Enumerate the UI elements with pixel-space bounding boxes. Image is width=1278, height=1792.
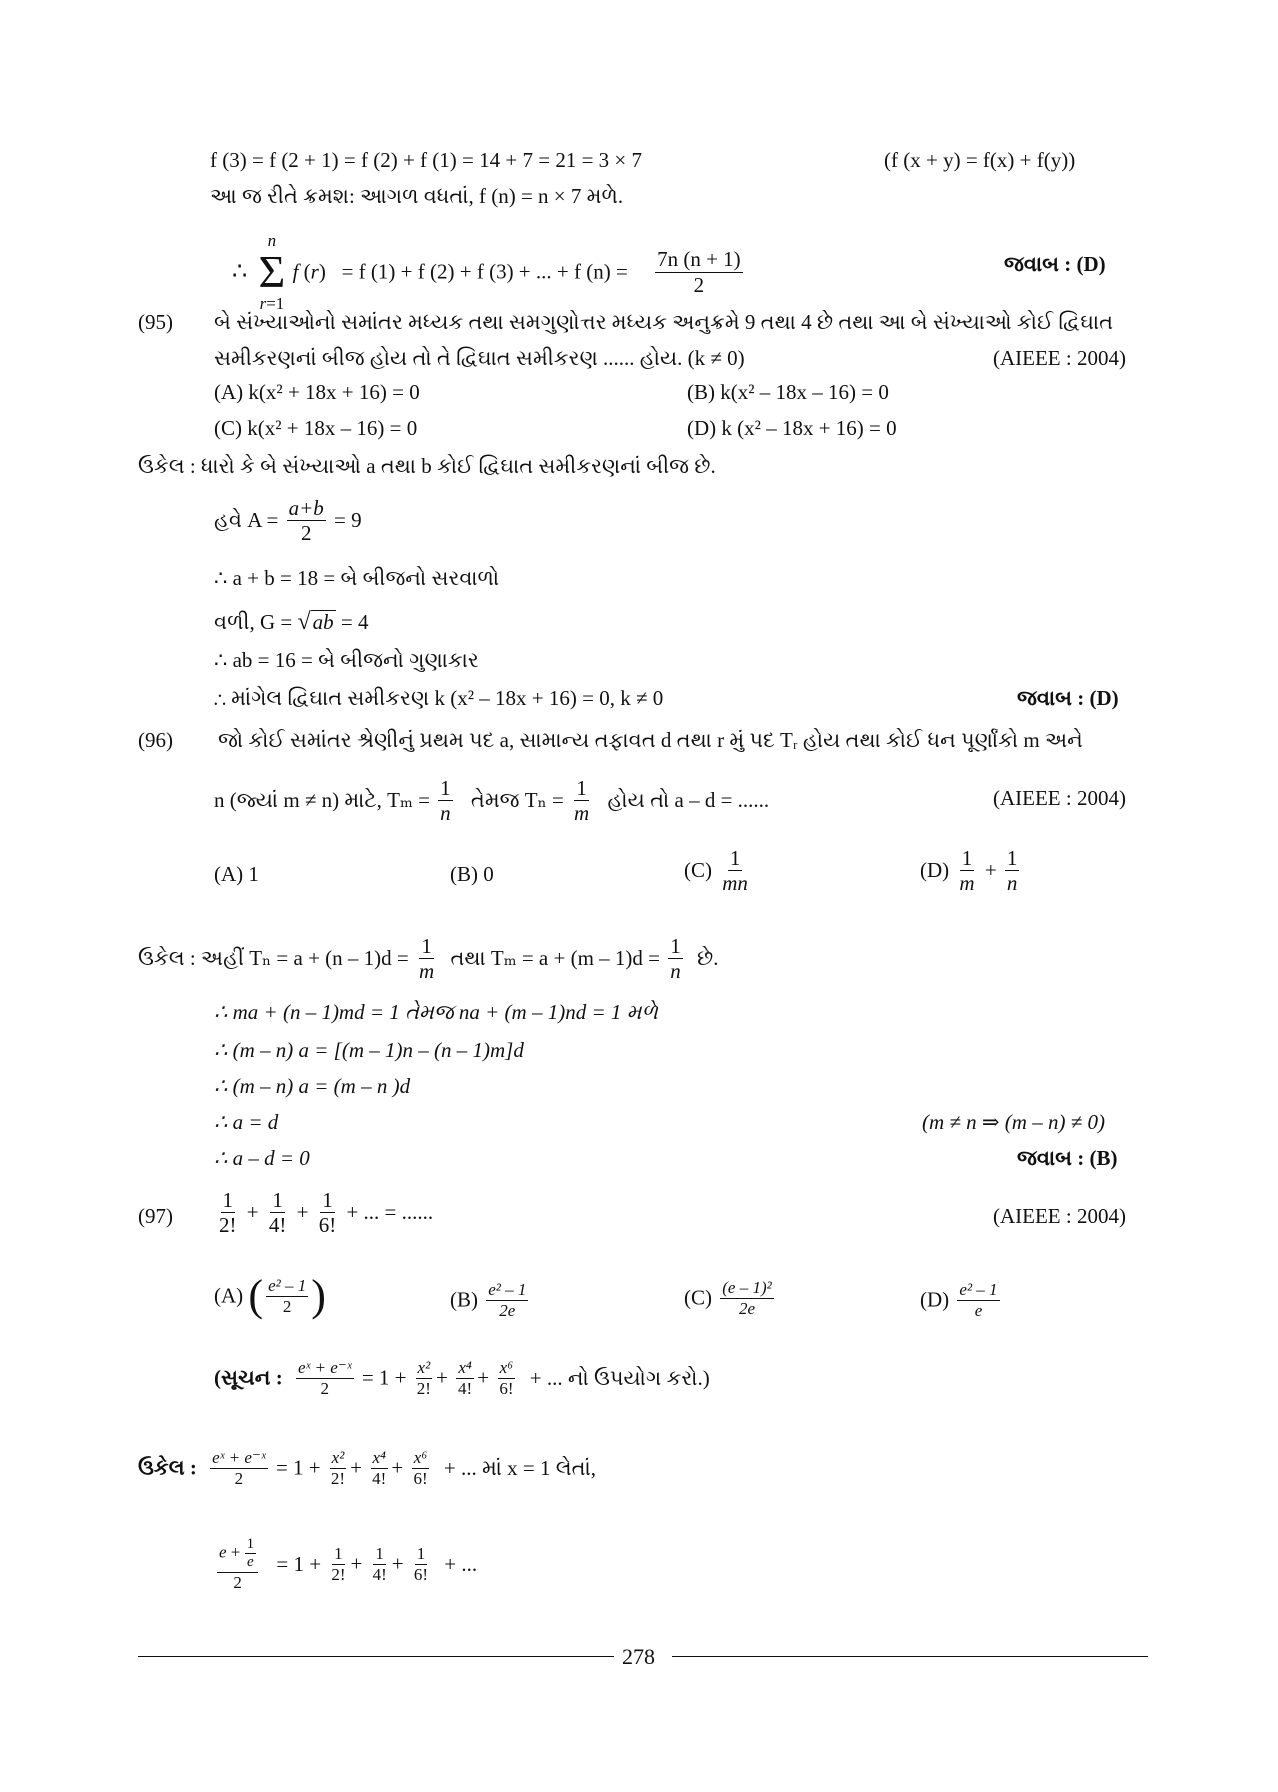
question-96-text-1: જો કોઈ સમાંતર શ્રેણીનું પ્રથમ પદ a, સામાન્ય તફાવત d તથા r મું પદ Tᵣ હોય તથા કોઈ ધન પૂર્ણાંકો m અને [218,728,1083,752]
solution-96-line-5: ∴ a = d [214,1110,279,1134]
solution-95-line-3: ∴ a + b = 18 = બે બીજનો સરવાળો [214,566,500,590]
solution-96-line-1: ઉકેલ : અહીં Tₙ = a + (n – 1)d = $\frac{1}{m}$ તથા Tₘ = a + (m – 1)d = $\frac{1}{n}$ છે. [138,934,719,984]
solution-95-line-6: ∴ માંગેલ દ્વિઘાત સમીકરણ k (x² – 18x + 16) = 0, k ≠ 0 [214,686,664,710]
question-97-series: $\frac{1}{2!}$ + $\frac{1}{4!}$ + $\frac{1}{6!}$ + ... = ...... [219,1188,434,1238]
option-95-b: (B) k(x² – 18x – 16) = 0 [687,380,889,404]
answer-label: જવાબ : (D) [1004,252,1106,276]
derivation-line-1: f (3) = f (2 + 1) = f (2) + f (1) = 14 + 7 = 21 = 3 × 7 [210,148,643,172]
summation-icon: Σ [258,246,286,297]
question-97-source: (AIEEE : 2004) [993,1204,1126,1228]
option-95-d: (D) k (x² – 18x + 16) = 0 [687,416,897,440]
footer-rule-left [138,1656,614,1657]
sum-line: ∴ n Σ r=1 f (r) = f (1) + f (2) + f (3) + ... + f (n) = $\frac{7n (n + 1)}{2}$ [232,231,741,313]
option-95-a: (A) k(x² + 18x + 16) = 0 [214,380,420,404]
option-97-b: (B) $\frac{\text{e² – 1}}{2e}$ [450,1280,527,1320]
option-95-c: (C) k(x² + 18x – 16) = 0 [214,416,418,440]
option-97-a: (A) ( $\frac{\text{e² – 1}}{2}$ ) [214,1271,326,1320]
sum-expansion: = f (1) + f (2) + f (3) + ... + f (n) = [341,259,628,284]
derivation-note: (f (x + y) = f(x) + f(y)) [884,148,1076,172]
answer-95: જવાબ : (D) [1017,686,1119,710]
sum-result-denominator: 2 [693,272,705,297]
option-97-c: (C) $\frac{\text{(e – 1)²}}{2e}$ [684,1278,772,1318]
solution-96-line-2: ∴ ma + (n – 1)md = 1 તેમજ na + (m – 1)nd = 1 મળે [214,1000,658,1024]
option-96-c: (C) $\frac{1}{mn}$ [684,846,748,896]
question-number-97: (97) [138,1204,173,1228]
option-96-b: (B) 0 [450,862,494,886]
hint-line: (સૂચન : $\frac{\text{eˣ + e⁻ˣ}}{2}$ = 1 + $\frac{\text{x²}}{2!}$ + $\frac{\text{x⁴}}{4!}$ + $\frac{\text{x⁶}}{6!}$ + ... નો ઉપયોગ કરો.) [214,1358,710,1398]
option-96-d: (D) $\frac{1}{m}$ + $\frac{1}{n}$ [920,846,1018,896]
page-number: 278 [622,1644,655,1669]
sqrt-icon: √ [297,609,311,635]
answer-96: જવાબ : (B) [1017,1146,1118,1170]
sum-result-numerator: 7n (n + 1) [657,247,741,272]
question-96-text-2: n (જ્યાં m ≠ n) માટે, Tₘ = $\frac{1}{n}$ તેમજ Tₙ = $\frac{1}{m}$ હોય તો a – d = ...... [214,776,770,826]
option-96-a: (A) 1 [214,862,259,886]
question-95-source: (AIEEE : 2004) [993,346,1126,370]
option-97-d: (D) $\frac{\text{e² – 1}}{e}$ [920,1280,998,1320]
solution-95-line-1: ઉકેલ : ધારો કે બે સંખ્યાઓ a તથા b કોઈ દ્વિઘાત સમીકરણનાં બીજ છે. [138,454,716,478]
am-denominator: 2 [300,521,312,546]
solution-96-line-4: ∴ (m – n) a = (m – n )d [214,1074,411,1098]
question-95-text-2: સમીકરણનાં બીજ હોય તો તે દ્વિઘાત સમીકરણ ...... હોય. (k ≠ 0) [214,346,745,370]
solution-95-line-2: હવે A = $\frac{a+b}{2}$ = 9 [214,496,362,546]
question-number-95: (95) [138,310,173,334]
solution-96-line-3: ∴ (m – n) a = [(m – 1)n – (n – 1)m]d [214,1038,524,1062]
am-numerator: a+b [288,496,324,520]
derivation-line-2: આ જ રીતે ક્રમશ: આગળ વધતાં, f (n) = n × 7 મળે. [210,184,624,208]
solution-96-line-6: ∴ a – d = 0 [214,1146,310,1170]
footer-rule-right [672,1656,1148,1657]
solution-96-note: (m ≠ n ⇒ (m – n) ≠ 0) [922,1110,1105,1134]
solution-97-line-1: ઉકેલ : $\frac{\text{eˣ + e⁻ˣ}}{2}$ = 1 + $\frac{\text{x²}}{2!}$ + $\frac{\text{x⁴}}{4!}$ + $\frac{\text{x⁶}}{6!}$ + ... માં x = 1 લેતાં, [138,1448,596,1488]
solution-95-line-5: ∴ ab = 16 = બે બીજનો ગુણાકાર [214,648,479,672]
solution-97-line-2: e + $\frac{1}{e}$ 2 = 1 + $\frac{1}{2!}$ + $\frac{1}{4!}$ + $\frac{1}{6!}$ + ... [219,1536,478,1592]
sqrt-radicand: ab [312,610,334,634]
question-number-96: (96) [138,728,173,752]
question-96-source: (AIEEE : 2004) [993,786,1126,810]
solution-95-line-4: વળી, G = √ab = 4 [214,609,369,635]
question-95-text-1: બે સંખ્યાઓનો સમાંતર મધ્યક તથા સમગુણોત્તર મધ્યક અનુક્રમે 9 તથા 4 છે તથા આ બે સંખ્યાઓ કોઈ દ્વિઘાત [214,310,1114,334]
